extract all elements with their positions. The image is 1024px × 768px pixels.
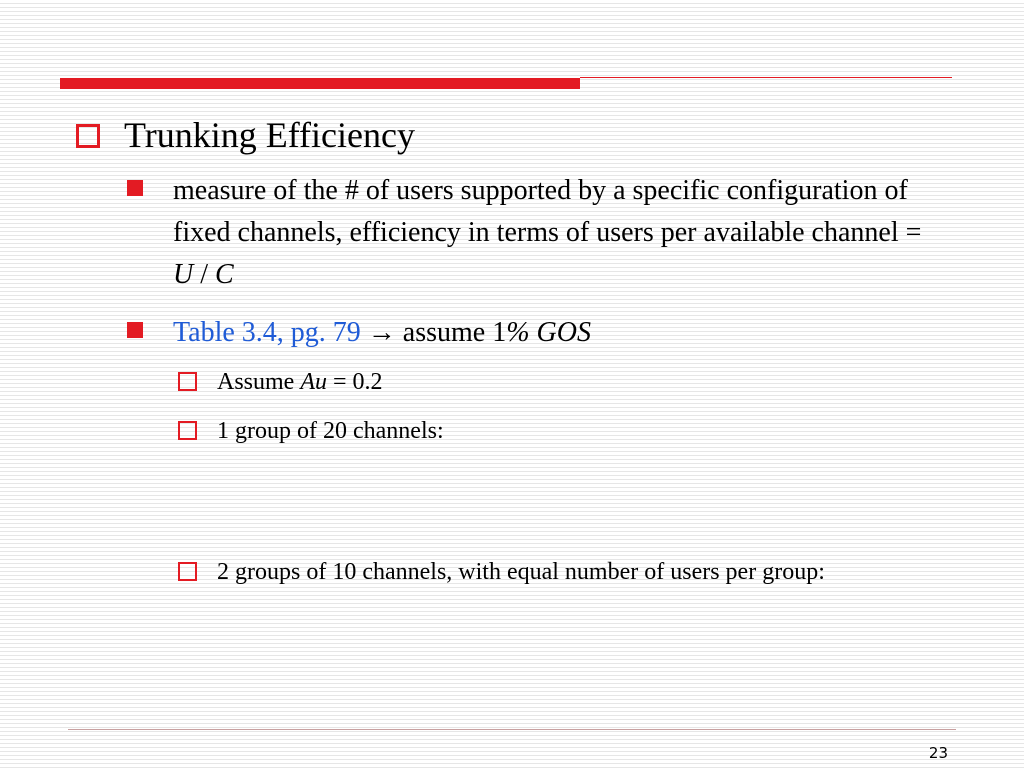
slide-heading: Trunking Efficiency (124, 115, 415, 155)
bullet-text-table-reference (173, 312, 591, 354)
bullet-text-measure (173, 170, 927, 296)
solid-square-bullet-icon (127, 322, 143, 338)
formula-u: U (173, 259, 194, 290)
sub-item-one-group (178, 413, 918, 450)
solid-square-bullet-icon (127, 180, 143, 196)
sub-text-two-groups: 2 groups of 10 channels, with equal number of users per group: (217, 559, 825, 585)
bullet-item-table-reference (127, 312, 927, 354)
heading-item-trunking-efficiency (76, 113, 415, 157)
sub-text-one-group: 1 group of 20 channels: (217, 418, 444, 444)
title-accent-bar (60, 78, 580, 89)
page-number: 23 (928, 744, 948, 762)
hollow-square-bullet-icon (76, 124, 100, 148)
assume-text: → assume 1 (360, 317, 507, 348)
sub-text-assume-au (217, 364, 383, 401)
gos-text: % GOS (506, 317, 591, 348)
hollow-square-bullet-icon (178, 421, 197, 440)
au-variable: Au (300, 369, 328, 395)
table-reference-link[interactable]: Table 3.4, pg. 79 (173, 317, 361, 348)
title-accent-line (580, 77, 952, 78)
hollow-square-bullet-icon (178, 372, 197, 391)
bullet-item-measure (127, 170, 927, 296)
assume-prefix: Assume (217, 369, 301, 395)
hollow-square-bullet-icon (178, 562, 197, 581)
assume-value: = 0.2 (327, 369, 383, 395)
formula-separator: / (193, 259, 216, 290)
sub-item-assume-au (178, 364, 918, 401)
formula-c: C (215, 259, 234, 290)
footer-divider (68, 729, 956, 730)
bullet-measure-body: measure of the # of users supported by a specific configuration of fixed channels, efficiency in terms of users per available channel = (173, 175, 922, 248)
sub-item-two-groups (178, 554, 918, 591)
